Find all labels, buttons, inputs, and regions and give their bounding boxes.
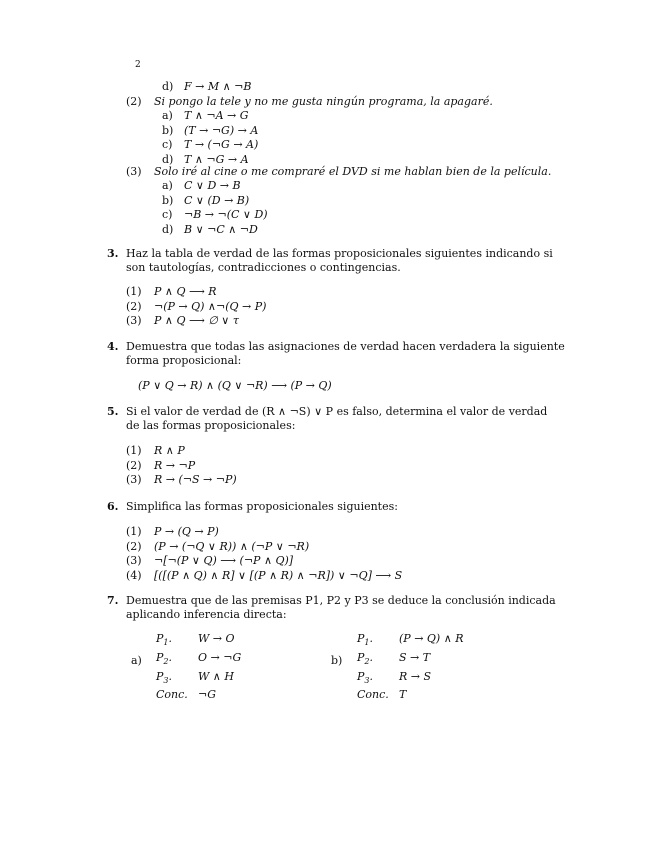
conclusion-row — [156, 688, 241, 703]
premise-formula: R → S — [399, 669, 432, 683]
page-number: 2 — [135, 60, 141, 70]
list-item — [126, 554, 402, 569]
exercise-7b-label: b) — [331, 654, 343, 667]
conclusion-key: Conc. — [156, 688, 188, 702]
premise-row — [357, 670, 464, 689]
list-item — [126, 285, 266, 300]
item-formula: [([(P ∧ Q) ∧ R] ∨ [(P ∧ R) ∧ ¬R]) ∨ ¬Q] ⟶ S — [154, 568, 403, 582]
premise-row — [156, 632, 241, 651]
exercise-5-number: 5. — [107, 405, 119, 418]
exercise-5-statement-line2: de las formas proposicionales: — [126, 419, 296, 432]
option-b — [162, 124, 258, 139]
premise-formula: W ∧ H — [198, 669, 234, 683]
item-formula: P → (Q → P) — [154, 525, 219, 538]
item-formula: P ∧ Q ⟶ ∅ ∨ τ — [154, 314, 239, 328]
question-2-options — [162, 109, 258, 167]
option-a — [162, 179, 268, 194]
list-item — [126, 459, 237, 474]
premise-formula: (P → Q) ∧ R — [399, 632, 464, 645]
premise-subscript: 2 — [163, 656, 169, 666]
premise-dot: . — [369, 650, 373, 664]
exercise-4-number: 4. — [107, 340, 119, 353]
item-label: (1) — [126, 444, 142, 457]
prev-option-d — [162, 80, 251, 95]
item-label: (2) — [126, 539, 142, 553]
exercise-3-number: 3. — [107, 247, 119, 260]
premise-formula: W → O — [198, 632, 235, 645]
premise-key: P — [156, 632, 164, 645]
option-formula: T → (¬G → A) — [184, 138, 259, 152]
premise-dot: . — [369, 632, 373, 645]
question-label: (3) — [126, 165, 142, 178]
option-label: c) — [162, 138, 173, 152]
option-formula: F → M ∧ ¬B — [184, 80, 252, 93]
option-formula: T ∧ ¬A → G — [184, 109, 249, 122]
option-c — [162, 208, 268, 223]
option-label: d) — [162, 152, 174, 166]
premise-dot: . — [168, 650, 172, 664]
option-c — [162, 138, 258, 153]
option-label: b) — [162, 123, 174, 137]
exercise-3-items — [126, 285, 266, 329]
premise-key: P — [357, 650, 365, 664]
item-label: (1) — [126, 285, 142, 298]
premise-row — [156, 670, 241, 689]
exercise-5-statement-line1: Si el valor de verdad de (R ∧ ¬S) ∨ P es falso, determina el valor de verdad — [126, 405, 548, 418]
item-formula: ¬[¬(P ∨ Q) ⟶ (¬P ∧ Q)] — [154, 554, 294, 568]
item-label: (3) — [126, 554, 142, 568]
premise-key: P — [357, 632, 365, 645]
option-b — [162, 194, 268, 209]
item-label: (3) — [126, 314, 142, 328]
exercise-7-number: 7. — [107, 594, 119, 607]
exercise-4-formula: (P ∨ Q → R) ∧ (Q ∨ ¬R) ⟶ (P → Q) — [138, 379, 332, 392]
premise-dot: . — [369, 669, 373, 683]
list-item — [126, 540, 402, 555]
item-label: (2) — [126, 458, 142, 472]
exercise-7a-premises — [156, 632, 241, 703]
premise-dot: . — [168, 669, 172, 683]
premise-key: P — [357, 669, 365, 683]
item-formula: R ∧ P — [154, 444, 185, 457]
question-text: Solo iré al cine o me compraré el DVD si me hablan bien de la película. — [154, 165, 552, 178]
question-label: (2) — [126, 95, 142, 108]
premise-row — [357, 651, 464, 670]
option-formula: T ∧ ¬G → A — [184, 152, 249, 166]
exercise-6-items — [126, 525, 402, 583]
list-item — [126, 314, 266, 329]
option-a — [162, 109, 258, 124]
item-formula: ¬(P → Q) ∧¬(Q → P) — [154, 299, 267, 313]
item-label: (2) — [126, 299, 142, 313]
exercise-3-statement-line1: Haz la tabla de verdad de las formas proposicionales siguientes indicando si — [126, 247, 553, 260]
item-formula: (P → (¬Q ∨ R)) ∧ (¬P ∨ ¬R) — [154, 539, 310, 553]
option-label: d) — [162, 222, 174, 236]
exercise-5-items — [126, 444, 237, 488]
premise-subscript: 1 — [364, 638, 370, 648]
premise-formula: O → ¬G — [198, 650, 242, 664]
question-3 — [126, 165, 551, 180]
conclusion-row — [357, 688, 464, 703]
option-formula: ¬B → ¬(C ∨ D) — [184, 208, 268, 222]
option-label: c) — [162, 208, 173, 222]
exercise-7-statement-line2: aplicando inferencia directa: — [126, 608, 287, 621]
list-item — [126, 569, 402, 584]
list-item — [126, 525, 402, 540]
exercise-7b-premises — [357, 632, 464, 703]
conclusion-key: Conc. — [357, 688, 389, 702]
premise-key: P — [156, 669, 164, 683]
list-item — [126, 300, 266, 315]
option-formula: B ∨ ¬C ∧ ¬D — [184, 222, 258, 236]
item-label: (3) — [126, 473, 142, 487]
option-label: d) — [162, 80, 174, 93]
item-label: (1) — [126, 525, 142, 538]
exercise-7-statement-line1: Demuestra que de las premisas P1, P2 y P3 se deduce la conclusión indicada — [126, 594, 556, 607]
option-d — [162, 223, 268, 238]
premise-row — [156, 651, 241, 670]
list-item — [126, 473, 237, 488]
premise-key: P — [156, 650, 164, 664]
option-formula: C ∨ D → B — [184, 179, 241, 192]
question-3-options — [162, 179, 268, 237]
exercise-4-statement-line2: forma proposicional: — [126, 354, 242, 367]
item-label: (4) — [126, 568, 142, 582]
premise-formula: S → T — [399, 650, 431, 664]
item-formula: R → ¬P — [154, 458, 196, 472]
premise-subscript: 1 — [163, 638, 169, 648]
exercise-4-statement-line1: Demuestra que todas las asignaciones de verdad hacen verdadera la siguiente — [126, 340, 565, 353]
option-formula: (T → ¬G) → A — [184, 123, 259, 137]
premise-subscript: 2 — [364, 656, 370, 666]
exercise-6-number: 6. — [107, 500, 119, 513]
option-label: b) — [162, 193, 174, 207]
list-item — [126, 444, 237, 459]
question-text: Si pongo la tele y no me gusta ningún programa, la apagaré. — [154, 95, 493, 108]
exercise-3-statement-line2: son tautologías, contradicciones o contingencias. — [126, 261, 401, 274]
exercise-7a-label: a) — [131, 654, 142, 667]
item-formula: R → (¬S → ¬P) — [154, 473, 237, 487]
item-formula: P ∧ Q ⟶ R — [154, 285, 217, 298]
option-label: a) — [162, 109, 173, 122]
conclusion-formula: ¬G — [198, 688, 217, 702]
option-label: a) — [162, 179, 173, 192]
premise-subscript: 3 — [364, 675, 370, 685]
premise-row — [357, 632, 464, 651]
premise-dot: . — [168, 632, 172, 645]
question-2 — [126, 95, 493, 110]
exercise-6-statement: Simplifica las formas proposicionales siguientes: — [126, 500, 398, 513]
premise-subscript: 3 — [163, 675, 169, 685]
option-formula: C ∨ (D → B) — [184, 193, 250, 207]
conclusion-formula: T — [399, 688, 407, 702]
